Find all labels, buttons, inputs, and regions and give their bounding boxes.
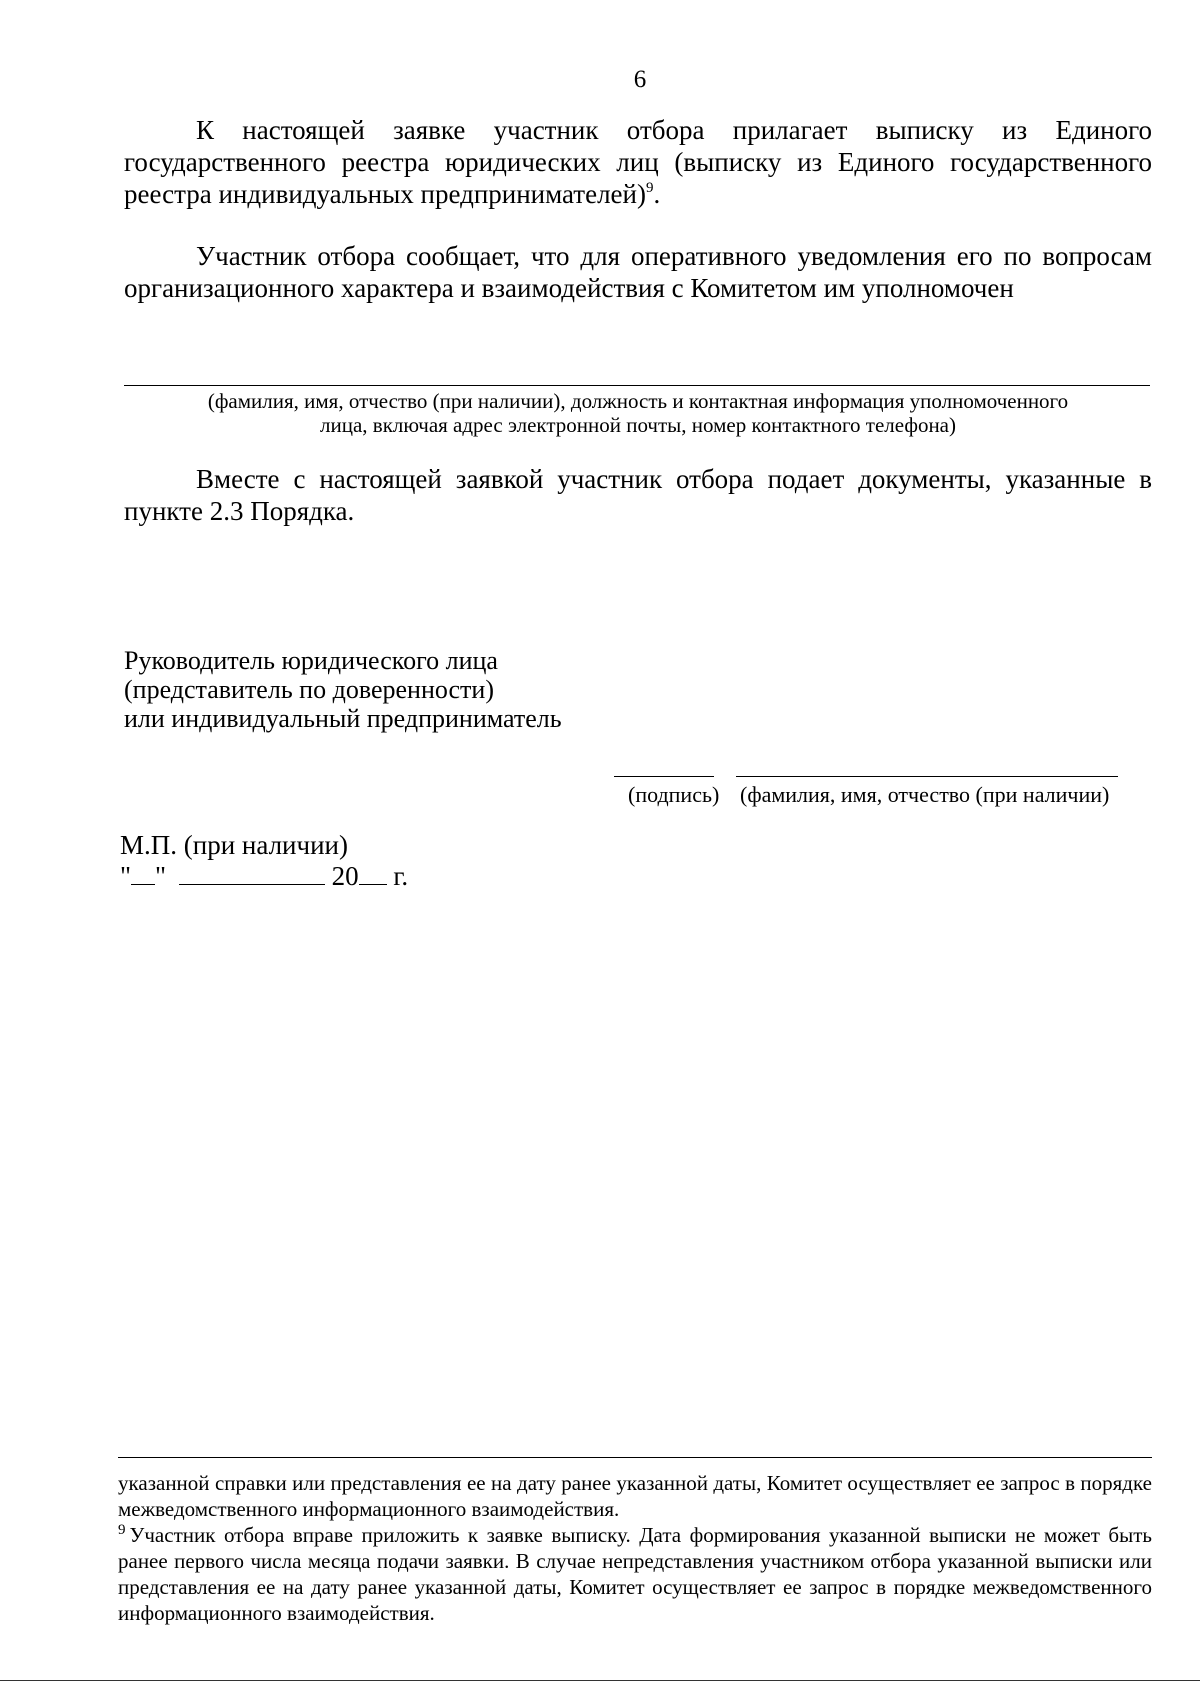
stamp-block (120, 830, 408, 892)
date-year-suffix: г. (393, 861, 409, 891)
paragraph-authorized-person (124, 240, 1152, 304)
signatory-line1: Руководитель юридического лица (124, 646, 498, 675)
date-day-blank (131, 864, 155, 885)
date-month-blank (179, 864, 325, 885)
paragraph-extract-text: К настоящей заявке участник отбора прилагает выписку из Единого государственного реестра юридических лиц (выписку из Единого государственного реестра индивидуальных предпринимателей) (124, 115, 1152, 209)
paragraph-documents-text: Вместе с настоящей заявкой участник отбора подает документы, указанные в пункте 2.3 Порядка. (124, 464, 1152, 526)
date-year-prefix: 20 (331, 861, 359, 891)
footnote-ref-9[interactable]: 9 (645, 180, 654, 196)
signatory-line3: или индивидуальный предприниматель (124, 704, 562, 733)
contact-caption-line1: (фамилия, имя, отчество (при наличии), должность и контактная информация уполномоченного (207, 389, 1069, 413)
page-bottom-edge (0, 1680, 1200, 1681)
footnote-9-mark: 9 (118, 1522, 126, 1538)
full-name-caption: (фамилия, имя, отчество (при наличии) (740, 782, 1110, 807)
contact-info-caption (124, 389, 1152, 437)
page-number: 6 (633, 66, 647, 93)
footnote-9-text: Участник отбора вправе приложить к заявке выписку. Дата формирования указанной выписки не может быть ранее первого числа месяца подачи заявки. В случае непредставления участником отбора указанной выписки или представления ее на дату ранее указанной даты, Комитет осуществляет ее запрос в порядке межведомственного информационного взаимодействия. (118, 1523, 1152, 1625)
footnotes (118, 1470, 1152, 1626)
signatory-block (124, 646, 562, 733)
date-year-blank (359, 864, 387, 885)
footnote-9 (118, 1522, 1152, 1626)
signatory-line2: (представитель по доверенности) (124, 675, 494, 704)
contact-caption-line2: лица, включая адрес электронной почты, номер контактного телефона) (320, 413, 956, 437)
paragraph-authorized-text: Участник отбора сообщает, что для оперативного уведомления его по вопросам организационного характера и взаимодействия с Комитетом им уполномочен (124, 241, 1152, 303)
stamp-label: М.П. (при наличии) (120, 830, 348, 860)
paragraph-documents (124, 463, 1152, 527)
full-name-line (736, 776, 1118, 777)
date-line: " " 20 г. (120, 861, 409, 891)
footnote-continuation: указанной справки или представления ее на дату ранее указанной даты, Комитет осуществляет ее запрос в порядке межведомственного информационного взаимодействия. (118, 1471, 1152, 1521)
signature-line (614, 776, 714, 777)
contact-info-line (124, 385, 1150, 386)
signature-caption: (подпись) (628, 782, 720, 807)
footnote-separator (118, 1457, 1152, 1458)
paragraph-extract-attachment: К настоящей заявке участник отбора прилагает выписку из Единого государственного реестра юридических лиц (выписку из Единого государственного реестра индивидуальных предпринимателей)$^9$. (124, 115, 1152, 209)
